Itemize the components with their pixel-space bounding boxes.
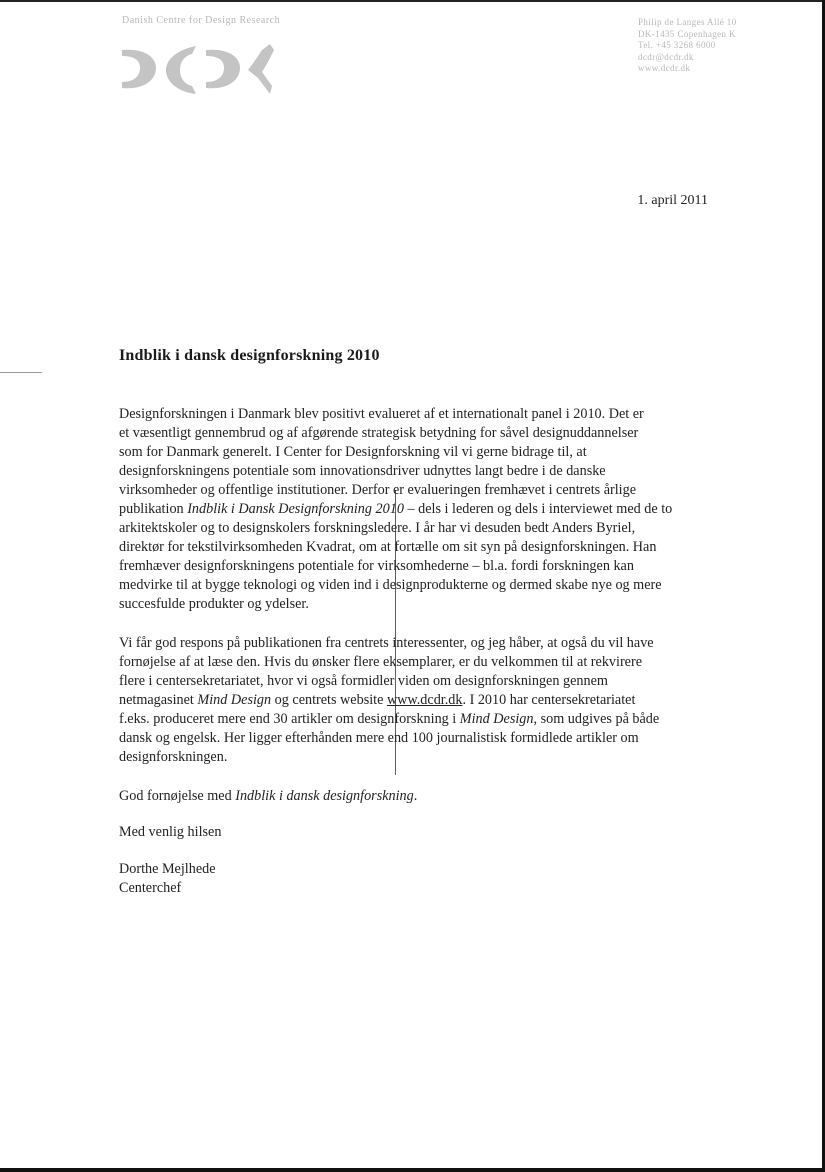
- text-run: God fornøjelse med: [119, 788, 236, 804]
- letter-heading: Indblik i dansk designforskning 2010: [119, 347, 380, 364]
- text-run: .: [413, 788, 418, 804]
- signature-block: [119, 860, 729, 898]
- dcdr-logo: [120, 40, 280, 96]
- text-run: netmagasinet: [119, 692, 198, 708]
- paragraph-line: [119, 500, 729, 519]
- letter-date: 1. april 2011: [637, 193, 708, 208]
- scan-artifact-mark: [0, 372, 42, 373]
- paragraph-line: arkitektskoler og to designskolers forskningsledere. I år har vi desuden bedt Anders Byriel,: [119, 520, 636, 536]
- paragraph-response: [119, 634, 729, 767]
- closing: [119, 823, 729, 842]
- org-name: Danish Centre for Design Research: [122, 15, 281, 26]
- paragraph-line: Vi får god respons på publikationen fra centrets interessenter, og jeg håber, at også du vil have: [119, 635, 654, 651]
- paragraph-line: virksomheder og offentlige institutioner. Derfor er evalueringen fremhævet i centrets årlige: [119, 482, 637, 498]
- text-run: publikation: [119, 501, 188, 517]
- paragraph-line: flere i centersekretariatet, hvor vi også formidler viden om designforskningen gennem: [119, 673, 608, 689]
- paragraph-line: direktør for tekstilvirksomheden Kvadrat, om at fortælle om sit syn på designforskningen. Han: [119, 539, 657, 555]
- paragraph-line: designforskningen.: [119, 749, 228, 765]
- address-phone: Tel. +45 3268 6000: [638, 40, 716, 50]
- publication-title: Indblik i Dansk Designforskning 2010: [187, 501, 404, 517]
- address-website: www.dcdr.dk: [638, 63, 691, 73]
- paragraph-line: [119, 691, 729, 710]
- address-email: dcdr@dcdr.dk: [638, 51, 694, 62]
- text-run: , som udgives på både: [533, 711, 660, 727]
- signer-name: Dorthe Mejlhede: [119, 861, 216, 877]
- paragraph-line: fremhæver designforskningens potentiale for virksomhederne – bl.a. fordi forskningen kan: [119, 558, 634, 574]
- text-run: – dels i lederen og dels i interviewet med de to: [403, 501, 673, 517]
- paragraph-line: [119, 787, 729, 806]
- address-block: [638, 17, 737, 75]
- paragraph-line: et væsentligt gennembrud og af afgørende strategisk betydning for såvel designuddannelser: [119, 425, 639, 441]
- publication-title: Indblik i dansk designforskning: [235, 788, 414, 804]
- paragraph-line: som for Danmark generelt. I Center for Designforskning vil vi gerne bidrage til, at: [119, 444, 587, 460]
- paragraph-line: Designforskningen i Danmark blev positivt evalueret af et internationalt panel i 2010. Det er: [119, 406, 644, 422]
- page-top-edge: [0, 0, 825, 2]
- paragraph-enjoy: [119, 787, 729, 806]
- paragraph-line: succesfulde produkter og ydelser.: [119, 596, 309, 612]
- magazine-title: Mind Design: [459, 711, 534, 727]
- closing-text: Med venlig hilsen: [119, 824, 222, 840]
- website-link[interactable]: www.dcdr.dk: [386, 692, 463, 708]
- paragraph-line: fornøjelse af at læse den. Hvis du ønsker flere eksemplarer, er du velkommen til at rekvirere: [119, 654, 642, 670]
- paragraph-intro: [119, 405, 729, 614]
- paragraph-line: [119, 710, 729, 729]
- address-street: Philip de Langes Allé 10: [638, 17, 737, 27]
- magazine-title: Mind Design: [197, 692, 272, 708]
- page-bottom-edge: [0, 1168, 825, 1172]
- paragraph-line: medvirke til at bygge teknologi og viden ind i designprodukterne og dermed skabe nye og mere: [119, 577, 662, 593]
- text-run: . I 2010 har centersekretariatet: [462, 692, 636, 708]
- text-run: f.eks. produceret mere end 30 artikler om designforskning i: [119, 711, 460, 727]
- text-run: og centrets website: [271, 692, 387, 708]
- paragraph-line: designforskningens potentiale som innovationsdriver udnyttes langt bedre i de danske: [119, 463, 606, 479]
- signer-title: Centerchef: [119, 880, 182, 896]
- paragraph-line: dansk og engelsk. Her ligger efterhånden mere end 100 journalistisk formidlede artikler om: [119, 730, 639, 746]
- address-city: DK-1435 Copenhagen K: [638, 28, 736, 39]
